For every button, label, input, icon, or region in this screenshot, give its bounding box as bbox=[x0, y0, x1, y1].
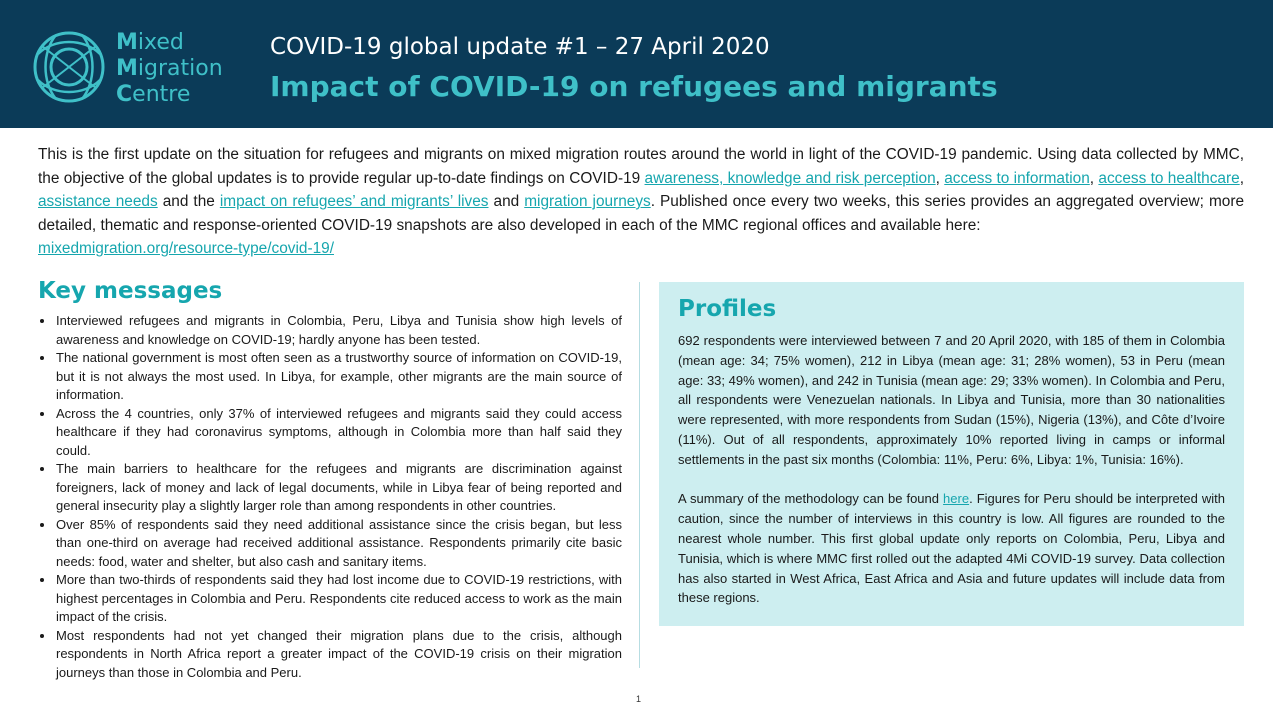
link-access-information[interactable]: access to information bbox=[944, 169, 1090, 187]
key-messages-heading: Key messages bbox=[38, 278, 223, 304]
list-item: The national government is most often seen as a trustworthy source of information on COVID-19, but it is not always the most used. In Libya, for example, other migrants are the main source of information. bbox=[38, 349, 622, 405]
methodology-paragraph: A summary of the methodology can be found here. Figures for Peru should be interpreted with caution, since the number of interviews in this country is low. All figures are rounded to the nearest whole number. This first global update only reports on Colombia, Peru, Libya and Tunisia, which is where MMC first rolled out the adapted 4Mi COVID-19 survey. Data collection has also started in West Africa, East Africa and Asia and future updates will include data from these regions. bbox=[678, 491, 1225, 606]
link-impact-lives[interactable]: impact on refugees’ and migrants’ lives bbox=[219, 193, 489, 210]
list-item: The main barriers to healthcare for the refugees and migrants are discrimination against foreigners, lack of money and lack of legal documents, while in Libya fear of being reported and general insecurity play a slightly larger role than among respondents in other countries. bbox=[38, 460, 622, 516]
profiles-paragraph: 692 respondents were interviewed between 7 and 20 April 2020, with 185 of them in Colombia (mean age: 34; 75% women), 212 in Libya (mean age: 31; 28% women), 53 in Peru (mean age: 33; 49% women), and 242 in Tunisia (mean age: 29; 33% women). In Colombia and Peru, all respondents were Venezuelan nationals. In Libya and Tunisia, more than 30 nationalities were represented, with more respondents from Sudan (15%), Nigeria (13%), and Côte d’Ivoire (11%). Out of all respondents, approximately 10% reported living in camps or informal settlements in the past six months (Colombia: 11%, Peru: 6%, Libya: 1%, Tunisia: 16%). bbox=[678, 333, 1225, 467]
key-messages-list bbox=[38, 312, 622, 682]
page-header bbox=[0, 0, 1273, 128]
link-resource-covid19[interactable]: mixedmigration.org/resource-type/covid-19/ bbox=[38, 240, 334, 257]
intro-paragraph: This is the first update on the situation for refugees and migrants on mixed migration routes around the world in light of the COVID-19 pandemic. Using data collected by MMC, the objective of the global updates is to provide regular up-to-date findings on COVID-19 awareness, knowledge and risk perception, access to information, access to healthcare, assistance needs and the impact on refugees’ and migrants’ lives and migration journeys. Published once every two weeks, this series provides an aggregated overview; more detailed, thematic and response-oriented COVID-19 snapshots are also developed in each of the MMC regional offices and available here: mixedmigration.org/resource-type/covid-19/ bbox=[38, 146, 1245, 257]
page-number: 1 bbox=[636, 694, 642, 704]
list-item: Interviewed refugees and migrants in Colombia, Peru, Libya and Tunisia show high levels of awareness and knowledge on COVID-19; hardly anyone has been tested. bbox=[38, 312, 622, 349]
link-methodology-here[interactable]: here bbox=[943, 491, 970, 507]
profiles-text bbox=[678, 331, 1225, 608]
page-title: Impact of COVID-19 on refugees and migrants bbox=[270, 70, 998, 103]
logo-wordmark: Mixed Migration Centre bbox=[116, 30, 223, 107]
list-item: Across the 4 countries, only 37% of interviewed refugees and migrants said they could access healthcare if they had coronavirus symptoms, although in Colombia more than half said they could. bbox=[38, 405, 622, 461]
column-divider bbox=[639, 282, 640, 668]
list-item: Most respondents had not yet changed their migration plans due to the crisis, although respondents in North Africa report a greater impact of the COVID-19 crisis on their migration journeys than those in Colombia and Peru. bbox=[38, 627, 622, 683]
update-subtitle: COVID-19 global update #1 – 27 April 2020 bbox=[270, 34, 770, 60]
list-item: More than two-thirds of respondents said they had lost income due to COVID-19 restrictions, with highest percentages in Colombia and Peru. Respondents cite reduced access to work as the main impact of the crisis. bbox=[38, 571, 622, 627]
link-awareness[interactable]: awareness, knowledge and risk perception bbox=[644, 169, 936, 187]
list-item: Over 85% of respondents said they need additional assistance since the crisis began, but less than one-third on average had received additional assistance. Respondents primarily cite basic needs: food, water and shelter, but also cash and sanitary items. bbox=[38, 516, 622, 572]
link-access-healthcare[interactable]: access to healthcare bbox=[1098, 169, 1240, 187]
link-migration-journeys[interactable]: migration journeys bbox=[524, 193, 651, 210]
profiles-heading: Profiles bbox=[678, 296, 777, 322]
profiles-panel bbox=[659, 282, 1244, 626]
mmc-logo-globe-icon bbox=[32, 30, 106, 104]
link-assistance-needs[interactable]: assistance needs bbox=[38, 193, 158, 210]
